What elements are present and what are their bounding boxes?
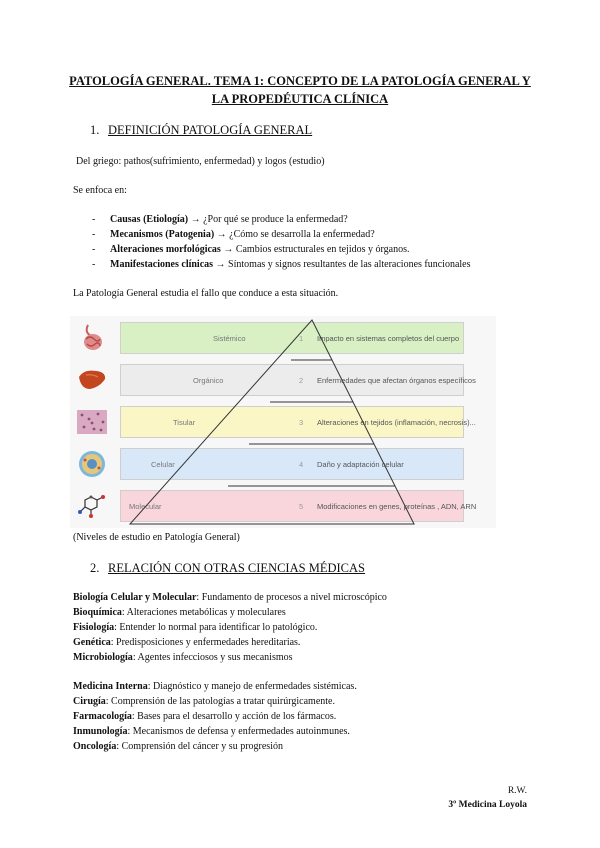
level-description: Impacto en sistemas completos del cuerpo bbox=[317, 334, 460, 343]
liver-icon bbox=[76, 365, 108, 395]
term: Bioquímica bbox=[73, 607, 122, 618]
level-number: 2 bbox=[299, 376, 304, 385]
bullet-dash: - bbox=[92, 244, 96, 255]
term: Microbiología bbox=[73, 652, 133, 663]
level-label: Molecular bbox=[129, 502, 162, 511]
term-desc: : Fundamento de procesos a nivel microscópico bbox=[196, 592, 387, 603]
bullet-dash: - bbox=[92, 214, 96, 225]
bullet-desc: → Síntomas y signos resultantes de las alteraciones funcionales bbox=[215, 259, 471, 270]
term: Inmunología bbox=[73, 726, 128, 737]
level-label: Tisular bbox=[173, 418, 196, 427]
list-item bbox=[73, 725, 350, 738]
level-number: 1 bbox=[299, 334, 304, 343]
list-item bbox=[73, 621, 317, 634]
level-description: Modificaciones en genes, proteínas , ADN, ARN bbox=[317, 502, 477, 511]
level-label: Celular bbox=[151, 460, 175, 469]
focus-intro: Se enfoca en: bbox=[73, 185, 127, 196]
level-number: 3 bbox=[299, 418, 304, 427]
list-item bbox=[73, 680, 357, 693]
term-desc: : Alteraciones metabólicas y moleculares bbox=[121, 607, 286, 618]
pyramid-outline bbox=[70, 316, 496, 528]
level-label: Orgánico bbox=[193, 376, 224, 385]
term-desc: : Comprensión de las patologías a tratar quirúrgicamente. bbox=[105, 696, 335, 707]
term: Cirugía bbox=[73, 696, 106, 707]
list-item bbox=[73, 636, 300, 649]
list-item bbox=[73, 606, 286, 619]
figure-caption: (Niveles de estudio en Patología General) bbox=[73, 532, 240, 543]
term-desc: : Diagnóstico y manejo de enfermedades sistémicas. bbox=[147, 681, 357, 692]
section-title: RELACIÓN CON OTRAS CIENCIAS MÉDICAS bbox=[108, 561, 365, 575]
list-item bbox=[73, 710, 336, 723]
summary-text: La Patología General estudia el fallo que conduce a esta situación. bbox=[73, 288, 339, 299]
page-title: PATOLOGÍA GENERAL. TEMA 1: CONCEPTO DE LA PATOLOGÍA GENERAL Y LA PROPEDÉUTICA CLÍNICA bbox=[69, 74, 531, 106]
term-desc: : Comprensión del cáncer y su progresión bbox=[116, 741, 283, 752]
term: Medicina Interna bbox=[73, 681, 148, 692]
cell-icon bbox=[76, 449, 108, 479]
term-desc: : Agentes infecciosos y sus mecanismos bbox=[132, 652, 293, 663]
level-description: Daño y adaptación celular bbox=[317, 460, 404, 469]
term: Fisiología bbox=[73, 622, 115, 633]
etymology-text: Del griego: pathos(sufrimiento, enfermedad) y logos (estudio) bbox=[76, 156, 325, 167]
list-item bbox=[73, 651, 293, 664]
section-title: DEFINICIÓN PATOLOGÍA GENERAL bbox=[108, 123, 313, 137]
level-description: Alteraciones en tejidos (inflamación, necrosis)... bbox=[317, 418, 476, 427]
bullet-dash: - bbox=[92, 229, 96, 240]
tissue-icon bbox=[76, 407, 108, 437]
bullet-term: Causas (Etiología) bbox=[110, 214, 189, 225]
term-desc: : Entender lo normal para identificar lo patológico. bbox=[114, 622, 318, 633]
term: Genética bbox=[73, 637, 111, 648]
level-description: Enfermedades que afectan órganos específicos bbox=[317, 376, 476, 385]
molecule-icon bbox=[76, 491, 108, 521]
bullet-term: Manifestaciones clínicas bbox=[110, 259, 214, 270]
list-item bbox=[73, 591, 387, 604]
bullet-dash: - bbox=[92, 259, 96, 270]
bullet-desc: → ¿Por qué se produce la enfermedad? bbox=[190, 214, 348, 225]
author-initials: R.W. bbox=[507, 786, 527, 796]
section-number: 2. bbox=[90, 561, 100, 575]
level-number: 4 bbox=[299, 460, 304, 469]
list-item bbox=[73, 695, 335, 708]
author-course: 3º Medicina Loyola bbox=[448, 800, 527, 810]
bullet-desc: → ¿Cómo se desarrolla la enfermedad? bbox=[216, 229, 375, 240]
term: Farmacología bbox=[73, 711, 132, 722]
term: Biología Celular y Molecular bbox=[73, 592, 197, 603]
level-label: Sistémico bbox=[213, 334, 246, 343]
section-number: 1. bbox=[90, 123, 100, 137]
term: Oncología bbox=[73, 741, 117, 752]
intestine-icon bbox=[76, 323, 108, 353]
pyramid-figure bbox=[70, 316, 496, 528]
term-desc: : Bases para el desarrollo y acción de los fármacos. bbox=[131, 711, 337, 722]
list-item bbox=[73, 740, 283, 753]
level-number: 5 bbox=[299, 502, 304, 511]
bullet-term: Alteraciones morfológicas bbox=[110, 244, 221, 255]
bullet-desc: → Cambios estructurales en tejidos y órganos. bbox=[223, 244, 410, 255]
term-desc: : Mecanismos de defensa y enfermedades autoinmunes. bbox=[127, 726, 350, 737]
bullet-term: Mecanismos (Patogenia) bbox=[110, 229, 215, 240]
term-desc: : Predisposiciones y enfermedades hereditarias. bbox=[110, 637, 301, 648]
